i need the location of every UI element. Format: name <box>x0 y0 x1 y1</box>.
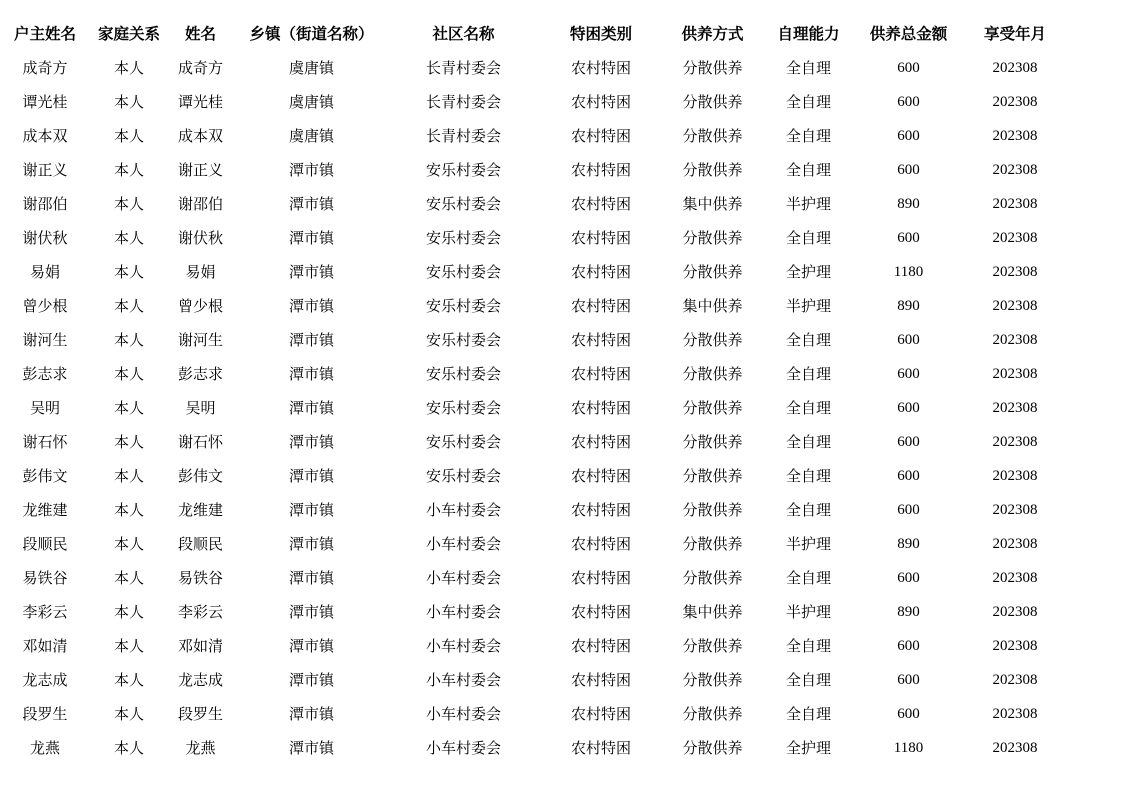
relief-category-cell: 农村特困 <box>570 93 631 111</box>
householder-name-cell: 彭伟文 <box>22 467 68 485</box>
relief-category-cell: 农村特困 <box>570 59 631 77</box>
support-method-cell: 集中供养 <box>682 297 743 315</box>
name-cell: 谢伏秋 <box>177 229 223 247</box>
self-care-ability-cell: 全自理 <box>785 365 831 383</box>
column-header-town: 乡镇（街道名称） <box>249 24 374 43</box>
town-cell: 潭市镇 <box>288 569 334 587</box>
support-method-cell: 分散供养 <box>682 433 743 451</box>
column-header-family-relation: 家庭关系 <box>97 24 160 43</box>
support-method-cell: 分散供养 <box>682 637 743 655</box>
table-row <box>0 119 1122 153</box>
householder-name-cell: 谭光桂 <box>22 93 68 111</box>
total-amount-cell: 600 <box>897 638 920 654</box>
year-month-cell: 202308 <box>992 264 1038 280</box>
year-month-cell: 202308 <box>992 366 1038 382</box>
family-relation-cell: 本人 <box>113 433 144 451</box>
column-header-householder-name: 户主姓名 <box>13 24 76 43</box>
support-method-cell: 分散供养 <box>682 671 743 689</box>
community-cell: 长青村委会 <box>425 59 501 77</box>
town-cell: 虞唐镇 <box>288 93 334 111</box>
year-month-cell: 202308 <box>992 196 1038 212</box>
support-method-cell: 分散供养 <box>682 535 743 553</box>
community-cell: 长青村委会 <box>425 127 501 145</box>
table-row <box>0 561 1122 595</box>
community-cell: 安乐村委会 <box>425 399 501 417</box>
name-cell: 龙维建 <box>177 501 223 519</box>
self-care-ability-cell: 全自理 <box>785 705 831 723</box>
family-relation-cell: 本人 <box>113 263 144 281</box>
name-cell: 谭光桂 <box>177 93 223 111</box>
support-method-cell: 分散供养 <box>682 501 743 519</box>
community-cell: 安乐村委会 <box>425 263 501 281</box>
town-cell: 潭市镇 <box>288 467 334 485</box>
table-row <box>0 697 1122 731</box>
year-month-cell: 202308 <box>992 400 1038 416</box>
total-amount-cell: 600 <box>897 366 920 382</box>
town-cell: 虞唐镇 <box>288 59 334 77</box>
name-cell: 彭志求 <box>177 365 223 383</box>
community-cell: 安乐村委会 <box>425 195 501 213</box>
relief-category-cell: 农村特困 <box>570 195 631 213</box>
householder-name-cell: 吴明 <box>29 399 60 417</box>
name-cell: 邓如清 <box>177 637 223 655</box>
table-row <box>0 391 1122 425</box>
community-cell: 安乐村委会 <box>425 365 501 383</box>
relief-category-cell: 农村特困 <box>570 467 631 485</box>
householder-name-cell: 成奇方 <box>22 59 68 77</box>
relief-category-cell: 农村特困 <box>570 603 631 621</box>
community-cell: 小车村委会 <box>425 603 501 621</box>
relief-category-cell: 农村特困 <box>570 229 631 247</box>
family-relation-cell: 本人 <box>113 569 144 587</box>
self-care-ability-cell: 全自理 <box>785 671 831 689</box>
table-row <box>0 51 1122 85</box>
town-cell: 潭市镇 <box>288 535 334 553</box>
householder-name-cell: 彭志求 <box>22 365 68 383</box>
year-month-cell: 202308 <box>992 638 1038 654</box>
table-row <box>0 85 1122 119</box>
support-method-cell: 分散供养 <box>682 399 743 417</box>
family-relation-cell: 本人 <box>113 501 144 519</box>
community-cell: 小车村委会 <box>425 569 501 587</box>
name-cell: 谢河生 <box>177 331 223 349</box>
year-month-cell: 202308 <box>992 162 1038 178</box>
householder-name-cell: 龙维建 <box>22 501 68 519</box>
family-relation-cell: 本人 <box>113 59 144 77</box>
householder-name-cell: 成本双 <box>22 127 68 145</box>
community-cell: 安乐村委会 <box>425 229 501 247</box>
family-relation-cell: 本人 <box>113 467 144 485</box>
year-month-cell: 202308 <box>992 468 1038 484</box>
total-amount-cell: 600 <box>897 230 920 246</box>
table-row <box>0 527 1122 561</box>
town-cell: 潭市镇 <box>288 603 334 621</box>
town-cell: 潭市镇 <box>288 705 334 723</box>
family-relation-cell: 本人 <box>113 297 144 315</box>
total-amount-cell: 600 <box>897 400 920 416</box>
self-care-ability-cell: 全自理 <box>785 433 831 451</box>
column-header-self-care-ability: 自理能力 <box>777 24 840 43</box>
self-care-ability-cell: 半护理 <box>785 297 831 315</box>
support-method-cell: 分散供养 <box>682 93 743 111</box>
table-row <box>0 493 1122 527</box>
community-cell: 小车村委会 <box>425 535 501 553</box>
relief-category-cell: 农村特困 <box>570 569 631 587</box>
name-cell: 彭伟文 <box>177 467 223 485</box>
community-cell: 小车村委会 <box>425 705 501 723</box>
relief-category-cell: 农村特困 <box>570 433 631 451</box>
relief-category-cell: 农村特困 <box>570 739 631 757</box>
table-row <box>0 425 1122 459</box>
self-care-ability-cell: 半护理 <box>785 603 831 621</box>
family-relation-cell: 本人 <box>113 93 144 111</box>
self-care-ability-cell: 全自理 <box>785 229 831 247</box>
self-care-ability-cell: 全自理 <box>785 59 831 77</box>
year-month-cell: 202308 <box>992 332 1038 348</box>
table-header-row <box>0 17 1122 51</box>
householder-name-cell: 谢正义 <box>22 161 68 179</box>
town-cell: 潭市镇 <box>288 161 334 179</box>
family-relation-cell: 本人 <box>113 195 144 213</box>
support-method-cell: 分散供养 <box>682 467 743 485</box>
householder-name-cell: 谢伏秋 <box>22 229 68 247</box>
householder-name-cell: 龙燕 <box>29 739 60 757</box>
town-cell: 潭市镇 <box>288 501 334 519</box>
total-amount-cell: 1180 <box>893 740 924 756</box>
total-amount-cell: 600 <box>897 94 920 110</box>
column-header-support-method: 供养方式 <box>681 24 744 43</box>
year-month-cell: 202308 <box>992 672 1038 688</box>
year-month-cell: 202308 <box>992 94 1038 110</box>
town-cell: 潭市镇 <box>288 331 334 349</box>
table-row <box>0 663 1122 697</box>
support-method-cell: 分散供养 <box>682 331 743 349</box>
town-cell: 潭市镇 <box>288 365 334 383</box>
family-relation-cell: 本人 <box>113 127 144 145</box>
support-method-cell: 分散供养 <box>682 127 743 145</box>
support-method-cell: 分散供养 <box>682 161 743 179</box>
relief-category-cell: 农村特困 <box>570 127 631 145</box>
name-cell: 龙燕 <box>185 739 216 757</box>
self-care-ability-cell: 全自理 <box>785 399 831 417</box>
table-row <box>0 731 1122 765</box>
town-cell: 潭市镇 <box>288 637 334 655</box>
year-month-cell: 202308 <box>992 230 1038 246</box>
name-cell: 易铁谷 <box>177 569 223 587</box>
householder-name-cell: 谢河生 <box>22 331 68 349</box>
town-cell: 潭市镇 <box>288 739 334 757</box>
town-cell: 潭市镇 <box>288 671 334 689</box>
relief-category-cell: 农村特困 <box>570 297 631 315</box>
name-cell: 成本双 <box>177 127 223 145</box>
town-cell: 潭市镇 <box>288 297 334 315</box>
name-cell: 段罗生 <box>177 705 223 723</box>
householder-name-cell: 龙志成 <box>22 671 68 689</box>
householder-name-cell: 邓如清 <box>22 637 68 655</box>
total-amount-cell: 1180 <box>893 264 924 280</box>
self-care-ability-cell: 全护理 <box>785 739 831 757</box>
name-cell: 龙志成 <box>177 671 223 689</box>
total-amount-cell: 600 <box>897 60 920 76</box>
total-amount-cell: 890 <box>897 604 920 620</box>
table-row <box>0 357 1122 391</box>
self-care-ability-cell: 全自理 <box>785 637 831 655</box>
name-cell: 吴明 <box>185 399 216 417</box>
total-amount-cell: 890 <box>897 298 920 314</box>
name-cell: 段顺民 <box>177 535 223 553</box>
table-row <box>0 629 1122 663</box>
family-relation-cell: 本人 <box>113 161 144 179</box>
relief-recipient-table <box>0 17 1122 765</box>
town-cell: 潭市镇 <box>288 433 334 451</box>
householder-name-cell: 谢邵伯 <box>22 195 68 213</box>
table-row <box>0 187 1122 221</box>
town-cell: 虞唐镇 <box>288 127 334 145</box>
name-cell: 谢邵伯 <box>177 195 223 213</box>
table-row <box>0 153 1122 187</box>
town-cell: 潭市镇 <box>288 399 334 417</box>
year-month-cell: 202308 <box>992 604 1038 620</box>
self-care-ability-cell: 半护理 <box>785 195 831 213</box>
support-method-cell: 分散供养 <box>682 229 743 247</box>
relief-category-cell: 农村特困 <box>570 263 631 281</box>
community-cell: 小车村委会 <box>425 637 501 655</box>
total-amount-cell: 890 <box>897 196 920 212</box>
year-month-cell: 202308 <box>992 740 1038 756</box>
family-relation-cell: 本人 <box>113 603 144 621</box>
town-cell: 潭市镇 <box>288 263 334 281</box>
name-cell: 成奇方 <box>177 59 223 77</box>
self-care-ability-cell: 全自理 <box>785 331 831 349</box>
self-care-ability-cell: 全自理 <box>785 93 831 111</box>
total-amount-cell: 600 <box>897 570 920 586</box>
householder-name-cell: 李彩云 <box>22 603 68 621</box>
table-row <box>0 221 1122 255</box>
community-cell: 小车村委会 <box>425 671 501 689</box>
name-cell: 曾少根 <box>177 297 223 315</box>
name-cell: 易娟 <box>185 263 216 281</box>
support-method-cell: 分散供养 <box>682 59 743 77</box>
community-cell: 安乐村委会 <box>425 467 501 485</box>
family-relation-cell: 本人 <box>113 637 144 655</box>
total-amount-cell: 600 <box>897 162 920 178</box>
year-month-cell: 202308 <box>992 128 1038 144</box>
family-relation-cell: 本人 <box>113 229 144 247</box>
support-method-cell: 分散供养 <box>682 569 743 587</box>
community-cell: 小车村委会 <box>425 501 501 519</box>
year-month-cell: 202308 <box>992 570 1038 586</box>
support-method-cell: 分散供养 <box>682 739 743 757</box>
relief-category-cell: 农村特困 <box>570 161 631 179</box>
column-header-community: 社区名称 <box>432 24 495 43</box>
name-cell: 谢石怀 <box>177 433 223 451</box>
family-relation-cell: 本人 <box>113 399 144 417</box>
relief-category-cell: 农村特困 <box>570 365 631 383</box>
support-method-cell: 分散供养 <box>682 365 743 383</box>
family-relation-cell: 本人 <box>113 331 144 349</box>
self-care-ability-cell: 全护理 <box>785 263 831 281</box>
total-amount-cell: 890 <box>897 536 920 552</box>
self-care-ability-cell: 全自理 <box>785 501 831 519</box>
column-header-name: 姓名 <box>184 24 216 43</box>
family-relation-cell: 本人 <box>113 365 144 383</box>
relief-category-cell: 农村特困 <box>570 705 631 723</box>
support-method-cell: 分散供养 <box>682 705 743 723</box>
community-cell: 长青村委会 <box>425 93 501 111</box>
name-cell: 李彩云 <box>177 603 223 621</box>
table-row <box>0 323 1122 357</box>
total-amount-cell: 600 <box>897 128 920 144</box>
relief-category-cell: 农村特困 <box>570 501 631 519</box>
self-care-ability-cell: 全自理 <box>785 569 831 587</box>
relief-category-cell: 农村特困 <box>570 671 631 689</box>
community-cell: 安乐村委会 <box>425 297 501 315</box>
table-row <box>0 595 1122 629</box>
support-method-cell: 集中供养 <box>682 603 743 621</box>
community-cell: 安乐村委会 <box>425 331 501 349</box>
total-amount-cell: 600 <box>897 332 920 348</box>
community-cell: 安乐村委会 <box>425 161 501 179</box>
column-header-relief-category: 特困类别 <box>569 24 632 43</box>
family-relation-cell: 本人 <box>113 535 144 553</box>
year-month-cell: 202308 <box>992 706 1038 722</box>
householder-name-cell: 段罗生 <box>22 705 68 723</box>
year-month-cell: 202308 <box>992 502 1038 518</box>
householder-name-cell: 易娟 <box>29 263 60 281</box>
total-amount-cell: 600 <box>897 706 920 722</box>
year-month-cell: 202308 <box>992 434 1038 450</box>
self-care-ability-cell: 全自理 <box>785 161 831 179</box>
self-care-ability-cell: 全自理 <box>785 127 831 145</box>
town-cell: 潭市镇 <box>288 229 334 247</box>
relief-category-cell: 农村特困 <box>570 535 631 553</box>
total-amount-cell: 600 <box>897 672 920 688</box>
relief-category-cell: 农村特困 <box>570 637 631 655</box>
total-amount-cell: 600 <box>897 502 920 518</box>
self-care-ability-cell: 全自理 <box>785 467 831 485</box>
family-relation-cell: 本人 <box>113 705 144 723</box>
column-header-year-month: 享受年月 <box>983 24 1046 43</box>
town-cell: 潭市镇 <box>288 195 334 213</box>
table-row <box>0 459 1122 493</box>
name-cell: 谢正义 <box>177 161 223 179</box>
community-cell: 安乐村委会 <box>425 433 501 451</box>
column-header-total-amount: 供养总金额 <box>869 24 948 43</box>
total-amount-cell: 600 <box>897 434 920 450</box>
year-month-cell: 202308 <box>992 536 1038 552</box>
self-care-ability-cell: 半护理 <box>785 535 831 553</box>
family-relation-cell: 本人 <box>113 671 144 689</box>
year-month-cell: 202308 <box>992 60 1038 76</box>
family-relation-cell: 本人 <box>113 739 144 757</box>
community-cell: 小车村委会 <box>425 739 501 757</box>
relief-category-cell: 农村特困 <box>570 331 631 349</box>
relief-category-cell: 农村特困 <box>570 399 631 417</box>
total-amount-cell: 600 <box>897 468 920 484</box>
table-row <box>0 289 1122 323</box>
householder-name-cell: 易铁谷 <box>22 569 68 587</box>
year-month-cell: 202308 <box>992 298 1038 314</box>
householder-name-cell: 谢石怀 <box>22 433 68 451</box>
householder-name-cell: 曾少根 <box>22 297 68 315</box>
table-row <box>0 255 1122 289</box>
householder-name-cell: 段顺民 <box>22 535 68 553</box>
support-method-cell: 集中供养 <box>682 195 743 213</box>
table-body <box>0 51 1122 765</box>
support-method-cell: 分散供养 <box>682 263 743 281</box>
